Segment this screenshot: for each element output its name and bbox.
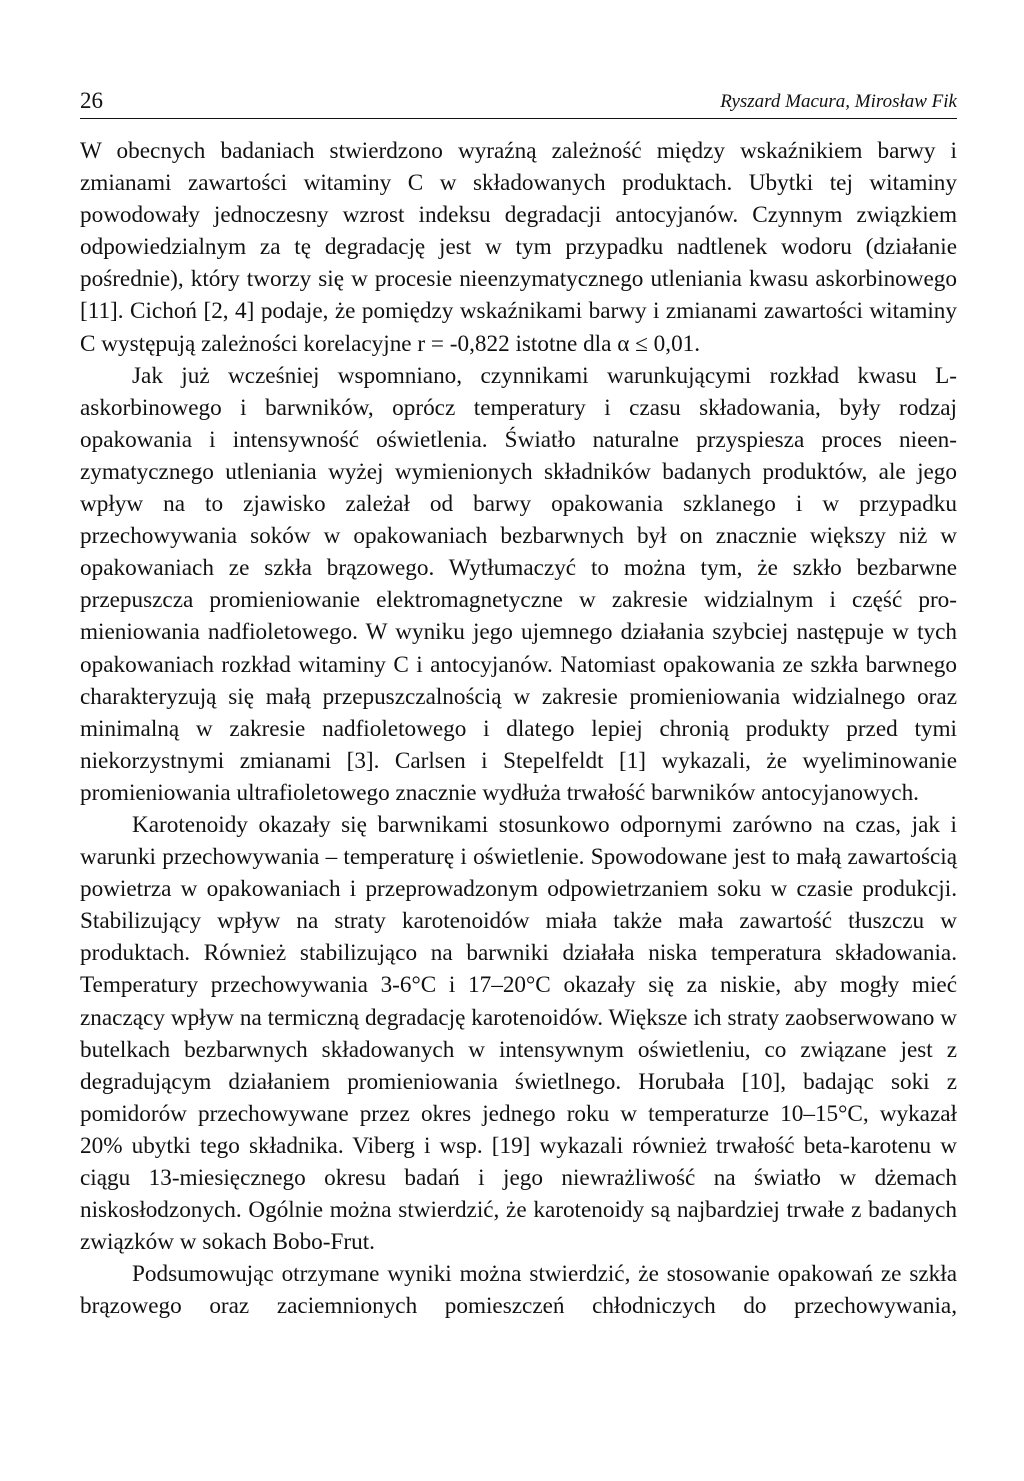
running-header — [80, 88, 957, 119]
body-text — [80, 135, 957, 1322]
paragraph-3: Karotenoidy okazały się barwnikami stosunkowo odpornymi zarówno na czas, jak i warunki przechowywania – temperaturę i oświetlenie. Spowodowane jest to małą zawartością powietrza w opakowaniach i przeprowadzonym odpowietrzaniem soku w czasie produkcji. Stabilizujący wpływ na straty karotenoidów miała także mała zawartość tłuszczu w produktach. Również stabilizująco na barwniki działała niska temperatura składowania. Temperatury przechowywania 3-6°C i 17–20°C okazały się za niskie, aby mogły mieć znaczący wpływ na termiczną degradację karotenoidów. Większe ich straty zaobserwowano w butelkach bezbarwnych składowanych w intensywnym oświetleniu, co związane jest z degradującym działaniem promieniowania świetlnego. Horubała [10], badając soki z pomidorów przechowywane przez okres jednego roku w temperaturze 10–15°C, wykazał 20% ubytki tego składnika. Viberg i wsp. [19] wykazali również trwałość beta-karotenu w ciągu 13-miesięcznego okresu badań i jego niewrażliwość na światło w dżemach niskosłodzonych. Ogólnie można stwierdzić, że karotenoidy są najbardziej trwałe z badanych związków w sokach Bobo-Frut. — [80, 811, 957, 1256]
paragraph-2: Jak już wcześniej wspomniano, czynnikami warunkującymi rozkład kwasu L-askorbinowego i barwników, oprócz temperatury i czasu składowania, były rodzaj opakowania i intensywność oświetlenia. Światło naturalne przyspiesza proces nieenzymatycznego utleniania wyżej wymienionych składników badanych produktów, ale jego wpływ na to zjawisko zależał od barwy opakowania szklanego i w przypadku przechowywania soków w opakowaniach bezbarwnych był on znacznie większy niż w opakowaniach ze szkła brązowego. Wytłumaczyć to można tym, że szkło bezbarwne przepuszcza promieniowanie elektromagnetyczne w zakresie widzialnym i część promieniowania nadfioletowego. W wyniku jego ujemnego działania szybciej następuje w tych opakowaniach rozkład witaminy C i antocyjanów. Natomiast opakowania ze szkła barwnego charakteryzują się małą przepuszczalnością w zakresie promieniowania widzialnego oraz minimalną w zakresie nadfioletowego i dlatego lepiej chronią produkty przed tymi niekorzystnymi zmianami [3]. Carlsen i Stepelfeldt [1] wykazali, że wyeliminowanie promieniowania ultrafioletowego znacznie wydłuża trwałość barwników antocyjanowych. — [80, 362, 957, 806]
page — [80, 88, 957, 1322]
page-number: 26 — [80, 88, 103, 113]
running-head-authors: Ryszard Macura, Mirosław Fik — [720, 91, 957, 112]
paragraph-1: W obecnych badaniach stwierdzono wyraźną zależność między wskaźnikiem barwy i zmianami zawartości witaminy C w składowanych produktach. Ubytki tej witaminy powodowały jednoczesny wzrost indeksu degradacji antocyjanów. Czynnym związkiem odpowiedzialnym za tę degradację jest w tym przypadku nadtlenek wodoru (działanie pośrednie), który tworzy się w procesie nieenzymatycznego utleniania kwasu askorbinowego [11]. Cichoń [2, 4] podaje, że pomiędzy wskaźnikami barwy i zmianami zawartości witaminy C występują zależności korelacyjne r = -0,822 istotne dla α ≤ 0,01. — [80, 138, 957, 357]
paragraph-4: Podsumowując otrzymane wyniki można stwierdzić, że stosowanie opakowań ze szkła brązowego oraz zaciemnionych pomieszczeń chłodniczych do przechowywania, — [80, 1261, 957, 1320]
